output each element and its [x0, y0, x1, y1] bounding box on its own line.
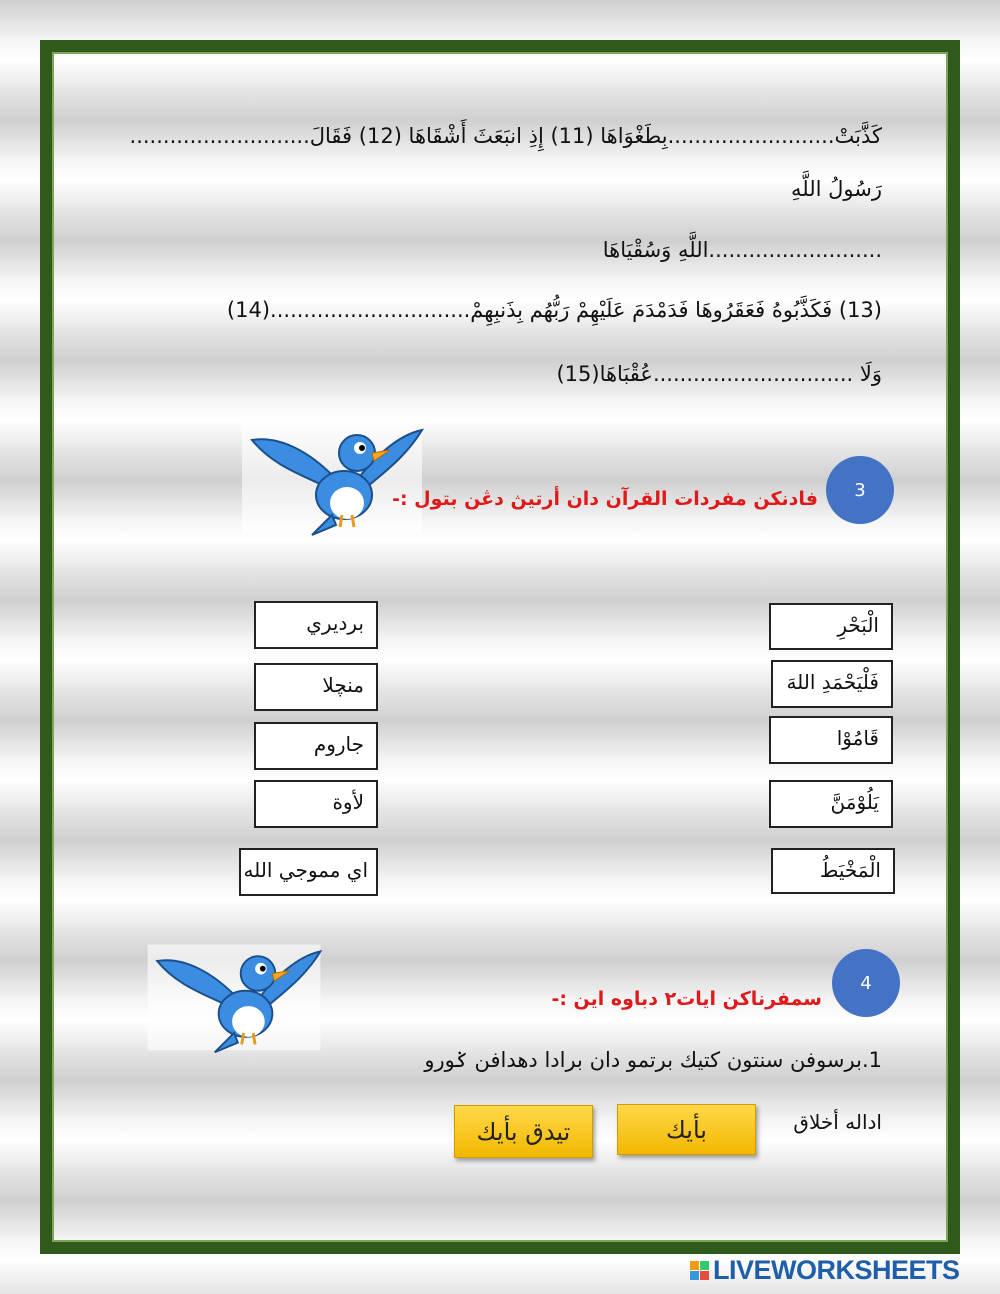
section-3-title: فادنكن مفردات القرآن دان أرتيڽ دڠن بتول :-	[392, 488, 818, 510]
option-bad-button[interactable]: تيدق بأيك	[454, 1105, 593, 1158]
liveworksheets-logo[interactable]	[690, 1255, 960, 1285]
meaning-box[interactable]: جاروم	[254, 722, 378, 770]
option-good-button[interactable]: بأيك	[617, 1104, 756, 1155]
verse-line-1: كَذَّبَتْ.........................بِطَغْوَاهَا (11) إِذِ انبَعَثَ أَشْقَاهَا (12) فَقَالَ...........................	[129, 124, 882, 148]
verse-line-4: (13) فَكَذَّبُوهُ فَعَقَرُوهَا فَدَمْدَمَ عَلَيْهِمْ رَبُّهُم بِذَنبِهِمْ..............................(14)	[226, 298, 882, 322]
meaning-box[interactable]: اي مموجي الله	[239, 848, 378, 896]
brand-name: LIVEWORKSHEETS	[713, 1254, 960, 1285]
meaning-box[interactable]: لأوة	[254, 780, 378, 828]
verse-line-3: ..........................اللَّهِ وَسُقْيَاهَا	[602, 238, 882, 262]
quran-word-box[interactable]: الْبَحْرِ	[769, 603, 893, 650]
verse-line-2: رَسُولُ اللَّهِ	[791, 177, 882, 201]
section-4-number: 4	[832, 949, 900, 1017]
bird-illustration	[136, 937, 332, 1057]
section-4-title: سمفرناكن ايات٢ دباوه اين :-	[551, 988, 822, 1010]
quran-word-box[interactable]: قَامُوْا	[769, 716, 893, 764]
question-1: 1.برسوفن سنتون كتيك برتمو دان برادا دهدافن ݢورو	[424, 1048, 882, 1072]
bird-illustration	[232, 415, 432, 540]
logo-grid-icon	[690, 1261, 709, 1280]
section-3-number: 3	[826, 456, 894, 524]
quran-word-box[interactable]: الْمَخْيَطُ	[771, 848, 895, 894]
meaning-box[interactable]: منچلا	[254, 663, 378, 711]
answer-prompt: اداله أخلاق	[793, 1110, 882, 1134]
verse-line-5: وَلَا ..............................عُقْبَاهَا(15)	[556, 362, 882, 386]
quran-word-box[interactable]: يَلُوْمَنَّ	[769, 780, 893, 828]
meaning-box[interactable]: برديري	[254, 601, 378, 649]
quran-word-box[interactable]: فَلْيَحْمَدِ اللهَ	[771, 660, 893, 708]
